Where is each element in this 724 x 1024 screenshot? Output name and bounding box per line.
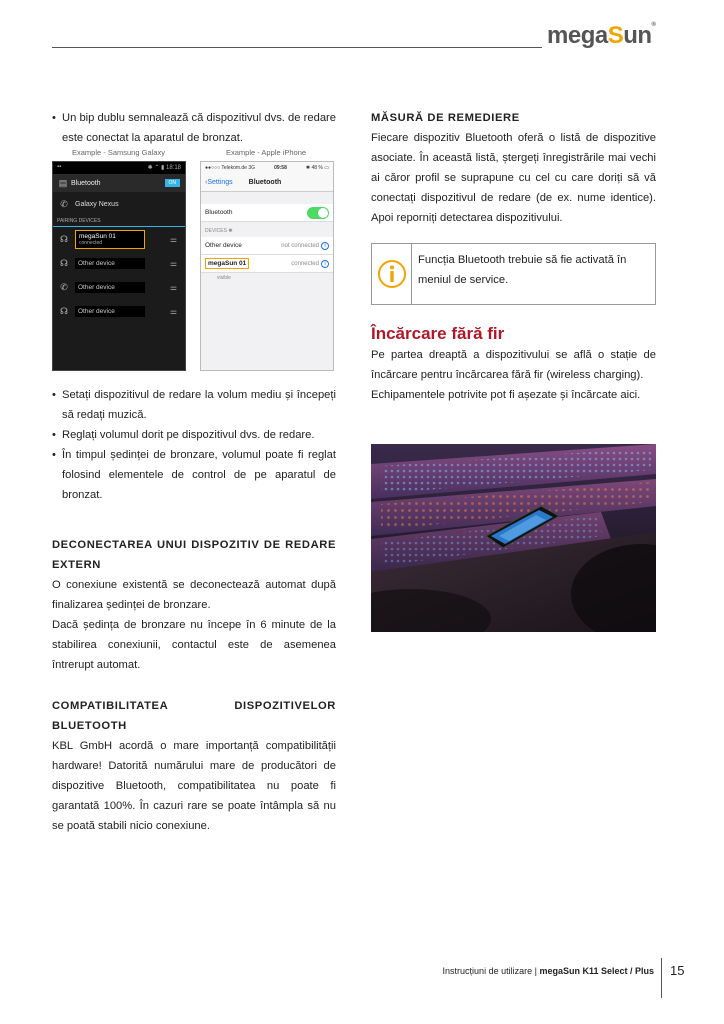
device-settings-icon: ⚌ bbox=[169, 234, 177, 244]
android-screenshot bbox=[52, 161, 186, 371]
left-column-body bbox=[52, 385, 336, 836]
right-column-wireless bbox=[371, 323, 656, 405]
right-column-top bbox=[371, 108, 656, 228]
android-section-header: PAIRING DEVICES bbox=[53, 216, 185, 227]
bluetooth-screenshots bbox=[52, 148, 336, 372]
info-text: Funcția Bluetooth trebuie să fie activată în meniul de service. bbox=[418, 254, 627, 286]
iphone-bluetooth-cell: Bluetooth bbox=[201, 204, 333, 222]
paragraph-compatibility: KBL GmbH acordă o mare importanță compatibilității hardware! Datorită numărului mare de producători de dispozitive Bluetooth, compatibilitatea nu poate fi garantată 100%. În cazuri rare se poate întâmpla să nu se poată stabili nicio conexiune. bbox=[52, 740, 336, 832]
android-device-row: ✆ Other device ⚌ bbox=[60, 282, 177, 292]
iphone-visible-label: visible bbox=[217, 275, 231, 281]
paragraph-disconnect-1: O conexiune existentă se deconectează automat după finalizarea ședinței de bronzare. bbox=[52, 579, 336, 611]
android-own-device: ✆ Galaxy Nexus bbox=[60, 199, 119, 209]
bullet-volume-medium: • Setați dispozitivul de redare la volum mediu și începeți să redați muzică. bbox=[52, 385, 336, 425]
phone-icon: ✆ bbox=[60, 199, 68, 209]
spinner-icon: ✺ bbox=[228, 228, 233, 234]
device-settings-icon: ⚌ bbox=[169, 306, 177, 316]
bluetooth-switch-icon bbox=[307, 207, 329, 219]
bullet-adjust-volume: • Reglați volumul dorit pe dispozitivul dvs. de redare. bbox=[52, 425, 336, 445]
paragraph-remedy: Fiecare dispozitiv Bluetooth oferă o listă de dispozitive asociate. În această listă, ștergeți înregistrările mai vechi ai căror profil se suprapune cu cel cu care doriți să vă conectați dispozitivul de redare (de ex. nume identice). Apoi reporniți detectarea dispozitivului. bbox=[371, 132, 656, 224]
page-number: 15 bbox=[670, 963, 685, 978]
iphone-status-bar: ●●○○○ Telekom.de 3G 09:58 ✱ 48 % ▭ bbox=[201, 162, 333, 174]
bullet-volume-controls: • În timpul ședinței de bronzare, volumul poate fi reglat folosind elementele de control de pe aparatul de bronzat. bbox=[52, 445, 336, 505]
megasun-logo: megaSun® bbox=[547, 22, 656, 49]
android-status-bar: ▪▪ ✱ ⌃ ▮ 18:18 bbox=[53, 162, 185, 174]
info-icon: i bbox=[321, 260, 329, 268]
heading-compatibility: COMPATIBILITATEA DISPOZITIVELOR BLUETOOTH bbox=[52, 700, 336, 732]
info-icon: i bbox=[321, 242, 329, 250]
headphones-icon: ☊ bbox=[60, 234, 68, 244]
device-settings-icon: ⚌ bbox=[169, 282, 177, 292]
header-rule bbox=[52, 47, 542, 48]
iphone-section-header: DEVICES ✺ bbox=[205, 228, 233, 234]
caption-android: Example - Samsung Galaxy bbox=[72, 148, 165, 157]
paragraph-wireless-1: Pe partea dreaptă a dispozitivului se află o stație de încărcare pentru încărcarea fără fir (wireless charging). bbox=[371, 349, 656, 381]
device-settings-icon: ⚌ bbox=[169, 258, 177, 268]
iphone-screenshot bbox=[200, 161, 334, 371]
heading-wireless-charging: Încărcare fără fir bbox=[371, 324, 505, 343]
iphone-device-row: Other device not connected i bbox=[201, 237, 333, 255]
info-icon bbox=[372, 244, 412, 304]
android-device-row: ☊ Other device ⚌ bbox=[60, 258, 177, 268]
paragraph-disconnect-2: Dacă ședința de bronzare nu începe în 6 minute de la stabilirea conexiunii, contactul este de asemenea întrerupt automat. bbox=[52, 619, 336, 671]
android-device-row: ☊ Other device ⚌ bbox=[60, 306, 177, 316]
iphone-nav-bar: ‹ Settings Bluetooth bbox=[201, 174, 333, 192]
android-device-row: ☊ megaSun 01 connected ⚌ bbox=[53, 227, 185, 251]
caption-iphone: Example - Apple iPhone bbox=[226, 148, 307, 157]
heading-disconnect: DECONECTAREA UNUI DISPOZITIV DE REDARE EXTERN bbox=[52, 539, 336, 571]
back-chevron-icon: ‹ bbox=[205, 179, 208, 186]
heading-remedy: MĂSURĂ DE REMEDIERE bbox=[371, 112, 520, 124]
android-bluetooth-toggle: ON bbox=[165, 179, 181, 187]
footer-rule bbox=[661, 958, 662, 998]
left-column-top bbox=[52, 108, 336, 148]
iphone-device-row: megaSun 01 connected i bbox=[201, 255, 333, 273]
footer-text: Instrucțiuni de utilizare | megaSun K11 Select / Plus bbox=[442, 966, 654, 976]
android-title-bar: ▤ Bluetooth ON bbox=[53, 174, 185, 192]
paragraph-wireless-2: Echipamentele potrivite pot fi așezate și încărcate aici. bbox=[371, 389, 641, 401]
phone-icon: ✆ bbox=[60, 282, 68, 292]
bluetooth-settings-icon: ▤ bbox=[58, 178, 68, 188]
wireless-charging-photo bbox=[371, 444, 656, 632]
headphones-icon: ☊ bbox=[60, 258, 68, 268]
info-box bbox=[371, 243, 656, 305]
headphones-icon: ☊ bbox=[60, 306, 68, 316]
bullet-double-beep: • Un bip dublu semnalează că dispozitivul dvs. de redare este conectat la aparatul de bronzat. bbox=[52, 108, 336, 148]
